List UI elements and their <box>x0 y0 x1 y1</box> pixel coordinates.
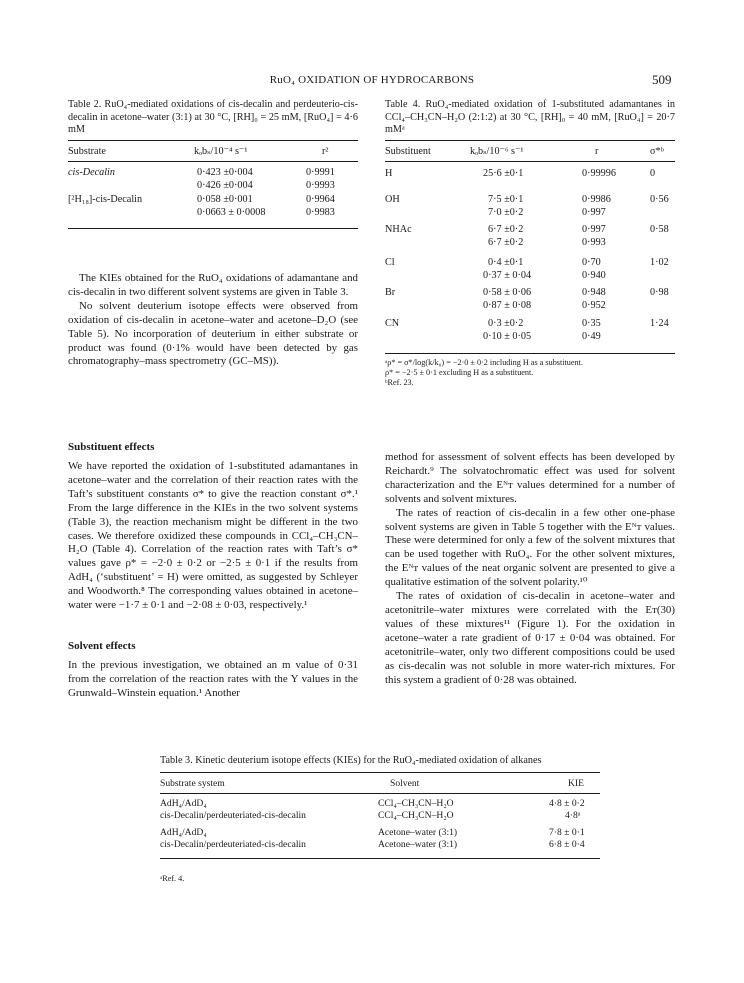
table-cell: 7·0 ±0·2 <box>488 207 524 218</box>
paragraph: In the previous investigation, we obtained an m value of 0·31 from the correlation of the reaction rates with the Y values in the Grunwald–Winstein equation.¹ Another <box>68 659 358 699</box>
table-cell: Acetone–water (3:1) <box>378 827 458 838</box>
table-cell: CCl₄–CH₃CN–H₂O <box>378 810 454 821</box>
table-cell: 6·7 ±0·2 <box>488 237 524 248</box>
table2-col-substrate: Substrate <box>68 146 106 157</box>
footnote: ᵃρ* = σ*/log(k/k₀) = −2·0 ± 0·2 including H as a substituent. <box>385 358 583 367</box>
table3-col-solvent: Solvent <box>390 778 420 789</box>
table-row: cis-Decalin/perdeuteriated-cis-decalin <box>160 839 306 850</box>
table-cell: 0·58 ± 0·06 <box>483 287 532 298</box>
footnote: ρ* = −2·5 ± 0·1 excluding H as a substituent. <box>385 368 534 377</box>
table3-bottom-rule <box>160 858 600 859</box>
section-solvent-text <box>68 659 358 701</box>
table-cell: 7·8 ± 0·1 <box>549 827 585 838</box>
table-cell: Acetone–water (3:1) <box>378 839 458 850</box>
table-cell: 0·10 ± 0·05 <box>483 331 532 342</box>
paragraph: The rates of oxidation of cis-decalin in acetone–water and acetonitrile–water mixtures were correlated with the Eᴛ(30) values of these mixtures¹¹ (Figure 1). For the oxidation in acetone–water a rate gradient of 0·17 ± 0·04 was obtained. For acetonitrile–water, only two different compositions could be used as cis-decalin was not soluble in more water-rich mixtures. For this system a gradient of 0·28 was obtained. <box>385 590 675 686</box>
section-heading: Solvent effects <box>68 640 136 652</box>
paragraph: No solvent deuterium isotope effects were observed from oxidation of cis-decalin in acetone–water and acetone–D₂O (see Table 5). No incorporation of deuterium in either substrate or product was found (0·1% would have been detected by gas chromatography–mass spectrometry (GC–MS)). <box>68 299 358 368</box>
table-cell: 0·9993 <box>306 180 335 191</box>
table2-bottom-rule <box>68 228 358 229</box>
table-row: AdH₄/AdD₄ <box>160 798 207 809</box>
table-cell: 0·9991 <box>306 167 335 178</box>
page-number: 509 <box>652 72 672 87</box>
table-cell: 25·6 ±0·1 <box>483 168 524 179</box>
table3-mid-rule <box>160 793 600 794</box>
table-cell: 0·423 ±0·004 <box>197 167 253 178</box>
table-cell: 0 <box>650 168 656 179</box>
paragraph: method for assessment of solvent effects has been developed by Reichardt.⁹ The solvatochromatic effect was used for solvent characterization and the Eᴺᴛ values determined for a number of solvents and solvent mixtures. <box>385 451 675 505</box>
table3-col-kie: KIE <box>568 778 584 789</box>
table-cell: 1·24 <box>650 318 669 329</box>
table-cell: 0·3 ±0·2 <box>488 318 524 329</box>
table-cell: 0·9964 <box>306 194 335 205</box>
table2-caption: Table 2. RuO₄-mediated oxidations of cis-decalin and perdeuterio-cis-decalin in acetone–water (3:1) at 30 °C, [RH]₀ = 25 mM, [RuO₄] = 4·6 mM <box>68 99 358 135</box>
table-row: NHAc <box>385 224 412 235</box>
paragraph: The KIEs obtained for the RuO₄ oxidations of adamantane and cis-decalin in two different solvent systems are given in Table 3. <box>68 272 358 298</box>
table-cell: 0·058 ±0·001 <box>197 194 253 205</box>
footnote: ᵇRef. 23. <box>385 378 414 387</box>
table-cell: 1·02 <box>650 257 669 268</box>
table-row: Cl <box>385 257 395 268</box>
table4-col-substituent: Substituent <box>385 146 431 157</box>
table2-col-r2: r² <box>322 146 329 157</box>
running-title: RuO₄ OXIDATION OF HYDROCARBONS <box>269 74 475 86</box>
table-cell: 0·940 <box>582 270 606 281</box>
table-cell: 0·948 <box>582 287 606 298</box>
table-cell: 0·70 <box>582 257 601 268</box>
table-cell: 0·35 <box>582 318 601 329</box>
table-cell: 0·993 <box>582 237 606 248</box>
table4-col-k: kₒbₛ/10⁻⁶ s⁻¹ <box>470 146 524 157</box>
table-row: cis-Decalin/perdeuteriated-cis-decalin <box>160 810 306 821</box>
table-cell: 0·952 <box>582 300 606 311</box>
table4-top-rule <box>385 140 675 141</box>
table-row: H <box>385 168 393 179</box>
table4-footnotes <box>385 358 675 388</box>
paragraph: The rates of reaction of cis-decalin in a few other one-phase solvent systems are given in Table 5 together with the Eᴺᴛ values. These were determined for only a few of the solvent mixtures that can be used together with RuO₄. For the other solvent mixtures, the Eᴺᴛ values of the neat organic solvent are presented to give a qualitative estimation of the solvent polarity.¹⁰ <box>385 506 675 589</box>
paragraph: We have reported the oxidation of 1-substituted adamantanes in acetone–water and the correlation of their reaction rates with the Taft’s substituent constants σ* to give the reaction constant σ*.¹ From the large difference in the KIEs in the two solvent systems (Table 3), the reaction mechanism might be different in the two cases. We therefore oxidized these compounds in CCl₄–CH₃CN–H₂O (Table 4). Correlation of the reaction rates with Taft’s σ* values gave ρ* = −2·0 ± 0·2 or −2·5 ± 0·1 if the results from AdH₄ (‘substituent’ = H) were omitted, as suggested by Schleyer and Woodworth.⁸ The corresponding values obtained in acetone–water were −1·7 ± 0·1 and −2·08 ± 0·03, respectively.¹ <box>68 460 358 612</box>
footnote: ᵃRef. 4. <box>160 874 185 883</box>
table-cell: 0·56 <box>650 194 669 205</box>
table-cell: 0·426 ±0·004 <box>197 180 253 191</box>
table-cell: 0·4 ±0·1 <box>488 257 524 268</box>
table4-bottom-rule <box>385 353 675 354</box>
table4-mid-rule <box>385 161 675 162</box>
table-cell: 6·8 ± 0·4 <box>549 839 585 850</box>
table-row: AdH₄/AdD₄ <box>160 827 207 838</box>
table2-col-k: kₒbₛ/10⁻⁴ s⁻¹ <box>194 146 248 157</box>
table-cell: 0·98 <box>650 287 669 298</box>
table-cell: 6·7 ±0·2 <box>488 224 524 235</box>
table2-mid-rule <box>68 161 358 162</box>
table4-col-r: r <box>595 146 599 157</box>
table-cell: 0·9986 <box>582 194 611 205</box>
table-cell: 0·87 ± 0·08 <box>483 300 532 311</box>
table-cell: 0·37 ± 0·04 <box>483 270 532 281</box>
table-cell: 0·0663 ± 0·0008 <box>197 207 266 218</box>
table-cell: 0·997 <box>582 224 606 235</box>
table4-caption: Table 4. RuO₄-mediated oxidation of 1-substituted adamantanes in CCl₄–CH₃CN–H₂O (2:1:2) at 30 °C, [RH]₀ = 40 mM, [RuO₄] = 20·7 mMᵃ <box>385 99 675 135</box>
table-row: [²H₁₈]-cis-Decalin <box>68 194 143 205</box>
table-cell: 0·99996 <box>582 168 616 179</box>
table-row: OH <box>385 194 400 205</box>
table-cell: 4·8ᵃ <box>565 810 581 821</box>
table-row: Br <box>385 287 396 298</box>
table-cell: 0·58 <box>650 224 669 235</box>
section-substituent-text <box>68 460 358 613</box>
table-cell: 0·997 <box>582 207 606 218</box>
table3-col-system: Substrate system <box>160 778 225 789</box>
table-cell: 0·9983 <box>306 207 335 218</box>
table-cell: 7·5 ±0·1 <box>488 194 524 205</box>
table3-caption: Table 3. Kinetic deuterium isotope effects (KIEs) for the RuO₄-mediated oxidation of alkanes <box>160 755 542 766</box>
table-cell: CCl₄–CH₃CN–H₂O <box>378 798 454 809</box>
left-intro-text <box>68 272 358 369</box>
table-cell: 0·49 <box>582 331 601 342</box>
table2-top-rule <box>68 140 358 141</box>
table4-col-sigma: σ*ᵇ <box>650 146 664 157</box>
table-row: CN <box>385 318 400 329</box>
table3-top-rule <box>160 772 600 773</box>
section-heading: Substituent effects <box>68 441 155 453</box>
table-row: cis-Decalin <box>68 167 115 178</box>
right-column-text <box>385 451 675 687</box>
table-cell: 4·8 ± 0·2 <box>549 798 585 809</box>
